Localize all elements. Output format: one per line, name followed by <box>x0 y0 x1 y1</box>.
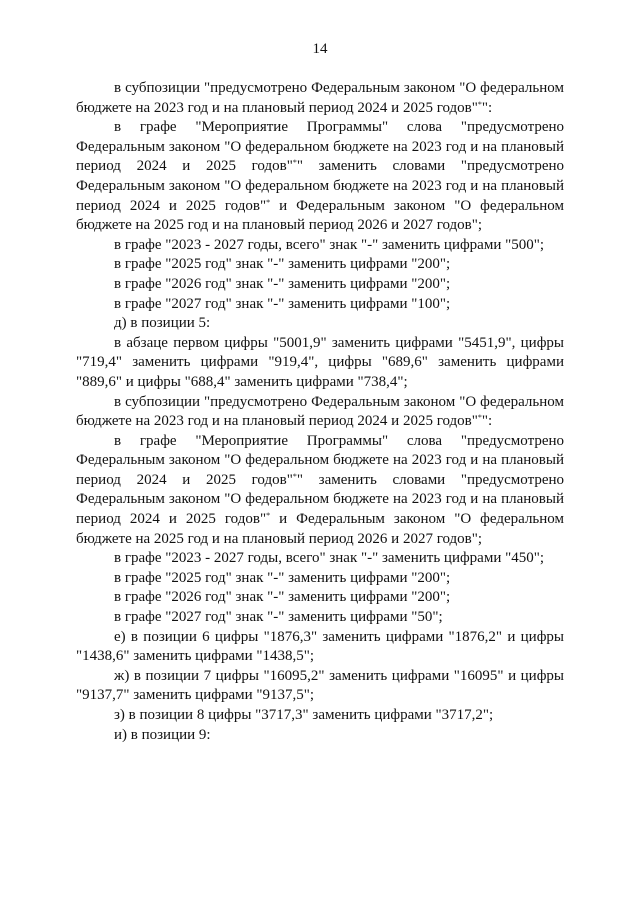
paragraph-text: " заменить словами "предусмотрено Федеральным законом "О федеральном бюджете на 2023 год и на плановый период 2024 и 2025 годов" <box>76 158 565 214</box>
paragraph-text: в графе "2023 - 2027 годы, всего" знак "-" заменить цифрами "500"; <box>114 236 545 253</box>
paragraph-text: ": <box>481 99 493 116</box>
paragraph-text: " заменить словами "предусмотрено Федеральным законом "О федеральном бюджете на 2023 год и на плановый период 2024 и 2025 годов" <box>76 471 565 528</box>
paragraph-text: в графе "2027 год" знак "-" заменить цифрами "50"; <box>114 609 443 626</box>
paragraph-text: в графе "2027 год" знак "-" заменить цифрами "100"; <box>114 295 451 312</box>
paragraph-text: в графе "2025 год" знак "-" заменить цифрами "200"; <box>114 569 451 586</box>
paragraph-text: в графе "2025 год" знак "-" заменить цифрами "200"; <box>114 256 451 273</box>
paragraph-text: ": <box>481 413 493 430</box>
paragraph-text: е) в позиции 6 цифры "1876,3" заменить цифрами "1876,2" и цифры "1438,6" заменить цифрами "1438,5"; <box>76 628 564 665</box>
paragraph <box>76 295 564 315</box>
paragraph <box>76 667 564 706</box>
paragraph-text: и Федеральным законом "О федеральном бюджете на 2025 год и на плановый период 2026 и 2027 годов"; <box>76 197 564 234</box>
paragraph-text: и Федеральным законом "О федеральном бюджете на 2025 год и на плановый период 2026 и 2027 годов"; <box>76 511 564 547</box>
footnote-marker: * <box>477 99 482 109</box>
paragraph <box>76 608 564 628</box>
footnote-marker: * <box>266 511 271 521</box>
paragraph <box>76 118 564 236</box>
paragraph-text: ж) в позиции 7 цифры "16095,2" заменить цифрами "16095" и цифры "9137,7" заменить цифрами "9137,5"; <box>76 667 564 704</box>
paragraph-text: и) в позиции 9: <box>114 726 211 743</box>
paragraph-text: в субпозиции "предусмотрено Федеральным законом "О федеральном бюджете на 2023 год и на плановый период 2024 и 2025 годов" <box>76 393 564 430</box>
paragraph-text: д) в позиции 5: <box>114 315 211 332</box>
paragraph <box>76 255 564 275</box>
paragraph <box>76 236 564 256</box>
paragraph-text: в субпозиции "предусмотрено Федеральным законом "О федеральном бюджете на 2023 год и на плановый период 2024 и 2025 годов" <box>76 80 564 116</box>
paragraph <box>76 275 564 295</box>
paragraph <box>76 432 564 550</box>
document-body <box>76 79 564 745</box>
paragraph-text: в графе "2026 год" знак "-" заменить цифрами "200"; <box>114 275 451 292</box>
paragraph <box>76 549 564 569</box>
paragraph-text: в графе "Мероприятие Программы" слова "предусмотрено Федеральным законом "О федеральном бюджете на 2023 год и на плановый период 2024 и 2025 годов" <box>76 119 564 175</box>
paragraph-text: в графе "2023 - 2027 годы, всего" знак "-" заменить цифрами "450"; <box>114 550 545 567</box>
footnote-marker: * <box>292 158 297 168</box>
paragraph <box>76 569 564 589</box>
paragraph <box>76 314 564 334</box>
paragraph-text: в графе "Мероприятие Программы" слова "предусмотрено Федеральным законом "О федеральном бюджете на 2023 год и на плановый период 2024 и 2025 годов" <box>76 432 564 488</box>
footnote-marker: * <box>477 413 482 423</box>
paragraph-text: з) в позиции 8 цифры "3717,3" заменить цифрами "3717,2"; <box>114 707 494 723</box>
paragraph <box>76 79 564 118</box>
paragraph <box>76 726 564 746</box>
paragraph <box>76 628 564 667</box>
footnote-marker: * <box>266 197 271 207</box>
paragraph <box>76 706 564 726</box>
paragraph <box>76 334 564 393</box>
page-number: 14 <box>312 41 328 57</box>
paragraph <box>76 588 564 608</box>
paragraph-text: в графе "2026 год" знак "-" заменить цифрами "200"; <box>114 589 451 606</box>
paragraph <box>76 393 564 432</box>
footnote-marker: * <box>292 471 297 481</box>
paragraph-text: в абзаце первом цифры "5001,9" заменить цифрами "5451,9", цифры "719,4" заменить цифрами "919,4", цифры "689,6" заменить цифрами "889,6" и цифры "688,4" заменить цифрами "738,4"; <box>76 334 564 390</box>
